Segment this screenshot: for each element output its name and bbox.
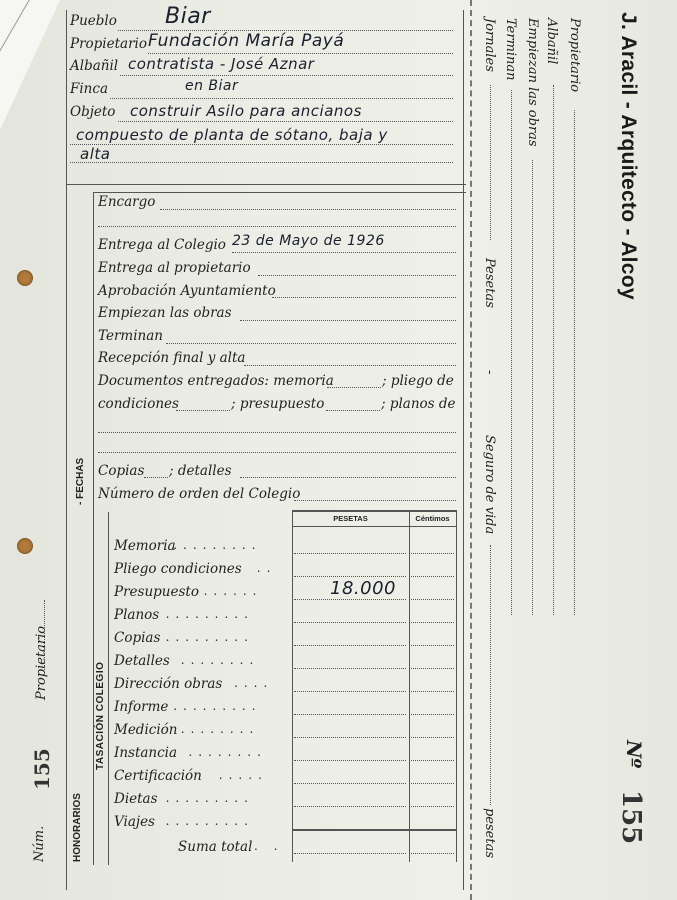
- tasacion-row-centimos-line: [411, 576, 454, 577]
- tasacion-row-centimos-line: [411, 622, 454, 623]
- objeto-value-line2: compuesto de planta de sótano, baja y: [76, 126, 388, 144]
- encargo-label: Encargo: [98, 194, 156, 210]
- entrega-propietario-line: [258, 275, 456, 276]
- tasacion-row-pesetas-line: [294, 645, 406, 646]
- tasacion-row-label: Pliego condiciones: [114, 561, 242, 577]
- entrega-colegio-line: [232, 252, 456, 253]
- entrega-colegio-value: 23 de Mayo de 1926: [232, 233, 385, 249]
- tasacion-row-label: Planos: [114, 607, 160, 623]
- planos-line: [98, 432, 456, 433]
- tasacion-side-label: TASACIÓN COLEGIO: [95, 661, 106, 770]
- title-num-label: Nº: [622, 740, 646, 769]
- stub-seguro-line: [490, 545, 491, 805]
- perforation-line: [470, 0, 472, 900]
- objeto-line3: [70, 162, 453, 163]
- planos-line2: [98, 452, 456, 453]
- terminan-label: Terminan: [98, 328, 163, 344]
- stub-albanil: Albañil: [544, 18, 559, 65]
- suma-total-label: Suma total: [178, 839, 253, 855]
- copias-label: Copias: [98, 463, 145, 479]
- suma-centimos-line: [411, 853, 454, 854]
- propietario-value: Fundación María Payá: [148, 31, 345, 51]
- right-border-line: [463, 10, 464, 890]
- folded-corner: [0, 0, 60, 130]
- fechas-side-label: - FECHAS: [75, 457, 86, 505]
- albanil-value: contratista - José Aznar: [128, 55, 315, 73]
- objeto-line1: [118, 121, 453, 122]
- tasacion-row-label: Memoria: [114, 538, 176, 554]
- condiciones-line: [176, 410, 230, 411]
- copias-line: [144, 477, 168, 478]
- table-header-line: [292, 526, 456, 527]
- tasacion-row-dots: ........: [180, 722, 260, 736]
- entrega-colegio-label: Entrega al Colegio: [98, 237, 226, 253]
- tasacion-row-label: Certificación: [114, 768, 202, 784]
- detalles-line: [240, 477, 456, 478]
- stub-propietario: Propietario: [567, 18, 582, 93]
- tasacion-row-label: Presupuesto: [114, 584, 199, 600]
- objeto-label: Objeto: [70, 104, 116, 120]
- propietario-side-line: [44, 600, 45, 670]
- tasacion-row-pesetas-value: 18.000: [330, 578, 396, 599]
- tasacion-row-pesetas-line: [294, 668, 406, 669]
- objeto-line2: [70, 144, 453, 145]
- pliego-label: ; pliego de: [382, 373, 454, 389]
- suma-dots: . .: [254, 839, 284, 853]
- num-side-value: 155: [30, 748, 54, 790]
- aprobacion-line: [272, 297, 456, 298]
- empiezan-line: [240, 320, 456, 321]
- tasacion-row-label: Informe: [114, 699, 169, 715]
- left-border-line: [66, 10, 67, 890]
- tasacion-row-pesetas-line: [294, 599, 406, 600]
- centimos-column-header: Céntimos: [415, 514, 450, 523]
- finca-value: en Biar: [185, 78, 239, 94]
- albanil-line: [120, 75, 453, 76]
- stub-pesetas-top: Pesetas: [482, 258, 497, 308]
- tasacion-row-label: Medición: [114, 722, 178, 738]
- suma-line: [292, 829, 456, 831]
- tasacion-row-centimos-line: [411, 691, 454, 692]
- tasacion-row-pesetas-line: [294, 576, 406, 577]
- encargo-line2: [98, 226, 456, 227]
- tasacion-row-centimos-line: [411, 737, 454, 738]
- recepcion-line: [244, 365, 456, 366]
- title-num-value: 155: [616, 790, 646, 845]
- tasacion-row-dots: .....: [218, 768, 268, 782]
- objeto-value-line3: alta: [80, 145, 111, 163]
- stub-albanil-line: [553, 85, 554, 615]
- tasacion-row-centimos-line: [411, 668, 454, 669]
- tasacion-row-dots: ..: [256, 561, 277, 575]
- tasacion-row-dots: .........: [165, 630, 254, 644]
- tasacion-row-centimos-line: [411, 714, 454, 715]
- table-col-line-3: [456, 510, 457, 862]
- encargo-line: [160, 209, 456, 210]
- suma-pesetas-line: [294, 853, 406, 854]
- recepcion-label: Recepción final y alta: [98, 350, 246, 366]
- presupuesto-line: [326, 410, 380, 411]
- pueblo-value: Biar: [165, 4, 211, 29]
- propietario-label: Propietario: [70, 36, 147, 52]
- tasacion-row-pesetas-line: [294, 737, 406, 738]
- tasacion-row-label: Copias: [114, 630, 161, 646]
- architect-title: J. Aracil - Arquitecto - Alcoy: [617, 12, 640, 300]
- documentos-label: Documentos entregados: memoria: [98, 373, 334, 389]
- tasacion-row-dots: .........: [165, 607, 254, 621]
- tasacion-row-label: Detalles: [114, 653, 170, 669]
- terminan-line: [166, 343, 456, 344]
- tasacion-row-dots: ........: [180, 653, 260, 667]
- numero-orden-line: [294, 500, 456, 501]
- tasacion-row-pesetas-line: [294, 714, 406, 715]
- tasacion-row-pesetas-line: [294, 691, 406, 692]
- stub-jornales: Jornales: [482, 18, 497, 72]
- tasacion-row-centimos-line: [411, 783, 454, 784]
- albanil-label: Albañil: [70, 58, 119, 74]
- tasacion-row-pesetas-line: [294, 806, 406, 807]
- tasacion-row-pesetas-line: [294, 553, 406, 554]
- tasacion-row-dots: ......: [203, 584, 263, 598]
- stub-empiezan: Empiezan las obras: [525, 18, 540, 147]
- planos-label: ; planos de: [381, 396, 456, 412]
- tasacion-row-dots: ........: [188, 745, 267, 759]
- tasacion-row-centimos-line: [411, 553, 454, 554]
- detalles-label: ; detalles: [169, 463, 232, 479]
- tasacion-row-dots: .........: [173, 699, 262, 713]
- tasacion-row-dots: .........: [165, 814, 254, 828]
- stub-dash: -: [482, 370, 497, 375]
- stub-terminan-line: [511, 90, 512, 615]
- tasacion-row-pesetas-line: [294, 783, 406, 784]
- finca-label: Finca: [70, 81, 108, 97]
- tasacion-row-centimos-line: [411, 599, 454, 600]
- numero-orden-label: Número de orden del Colegio: [98, 486, 301, 502]
- tasacion-row-label: Dietas: [114, 791, 158, 807]
- tasacion-border-line: [108, 512, 109, 865]
- table-col-line-2: [409, 510, 410, 862]
- propietario-side-label: Propietario: [34, 625, 49, 700]
- empiezan-label: Empiezan las obras: [98, 305, 232, 321]
- tasacion-row-pesetas-line: [294, 760, 406, 761]
- pesetas-column-header: PESETAS: [333, 514, 368, 523]
- tasacion-row-centimos-line: [411, 806, 454, 807]
- propietario-line: [148, 53, 453, 54]
- tasacion-row-pesetas-line: [294, 622, 406, 623]
- presupuesto-label: ; presupuesto: [231, 396, 325, 412]
- objeto-value-line1: construir Asilo para ancianos: [130, 102, 362, 120]
- num-side-label: Núm.: [32, 825, 47, 862]
- condiciones-label: condiciones: [98, 396, 179, 412]
- stub-terminan: Terminan: [503, 18, 518, 81]
- tasacion-row-centimos-line: [411, 760, 454, 761]
- stub-propietario-line: [574, 110, 575, 615]
- honorarios-side-label: HONORARIOS: [72, 793, 83, 862]
- punch-hole-top: [17, 270, 33, 286]
- memoria-line: [327, 387, 381, 388]
- tasacion-row-label: Instancia: [114, 745, 178, 761]
- table-top-line: [292, 510, 456, 512]
- stub-pesetas-bottom: pesetas: [482, 808, 497, 859]
- tasacion-row-dots: .........: [173, 538, 262, 552]
- finca-line: [110, 98, 453, 99]
- stub-jornales-line: [490, 85, 491, 240]
- aprobacion-label: Aprobación Ayuntamiento: [98, 283, 276, 299]
- fechas-border-line: [93, 192, 94, 865]
- stub-seguro: Seguro de vida: [482, 435, 497, 535]
- tasacion-row-dots: .........: [165, 791, 254, 805]
- entrega-propietario-label: Entrega al propietario: [98, 260, 251, 276]
- table-col-line-1: [292, 510, 293, 862]
- stub-empiezan-line: [532, 160, 533, 615]
- header-bottom-line: [66, 184, 466, 185]
- tasacion-row-centimos-line: [411, 645, 454, 646]
- tasacion-row-label: Dirección obras: [114, 676, 223, 692]
- tasacion-row-dots: ....: [234, 676, 274, 690]
- pueblo-label: Pueblo: [70, 13, 117, 29]
- punch-hole-bottom: [17, 538, 33, 554]
- fechas-top-line: [93, 192, 466, 193]
- tasacion-row-label: Viajes: [114, 814, 155, 830]
